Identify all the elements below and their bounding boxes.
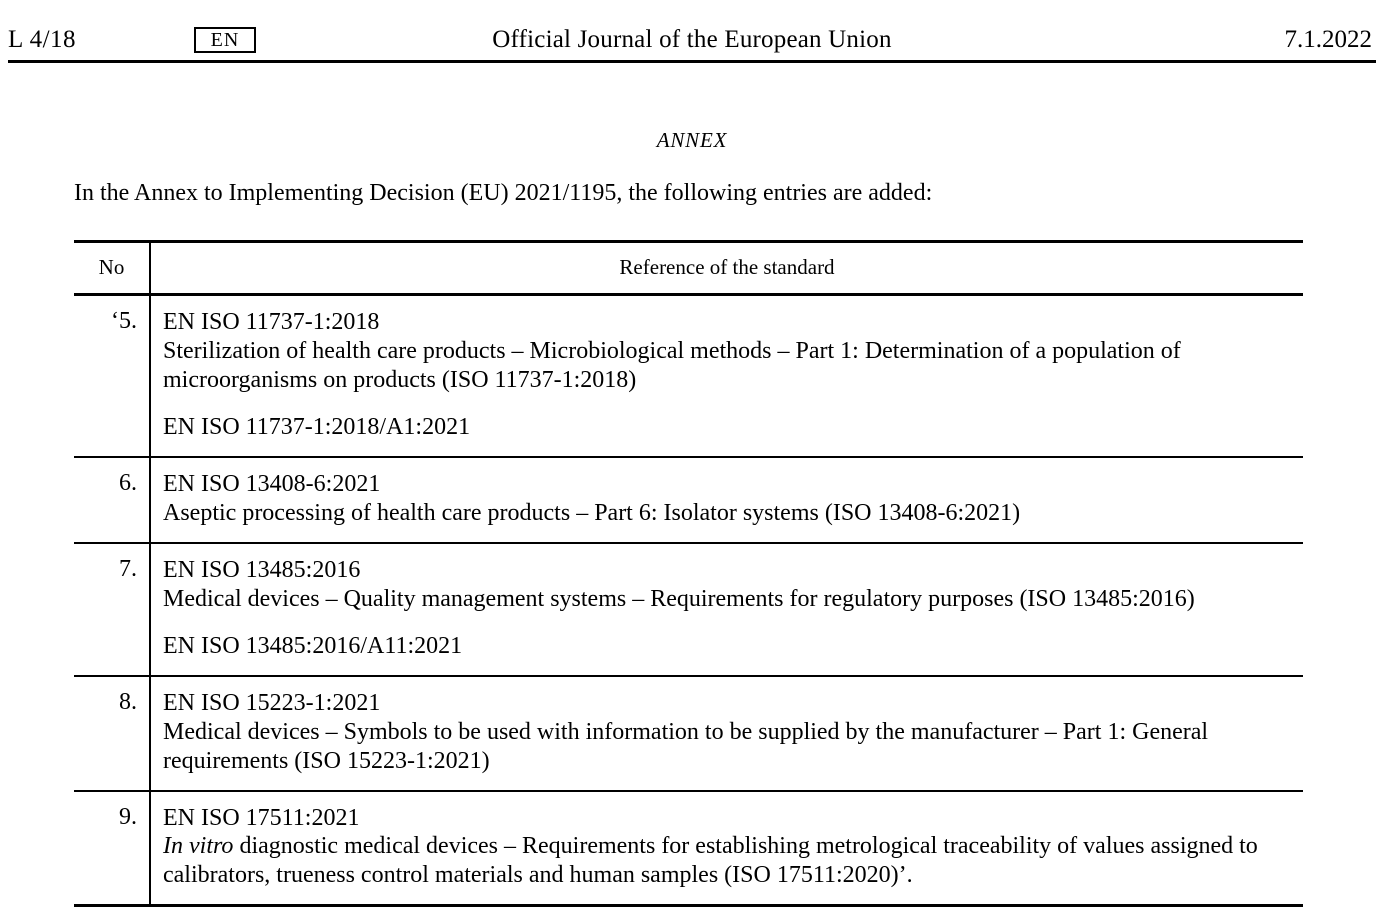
row-reference xyxy=(150,543,1303,676)
row-number: 6. xyxy=(74,457,150,543)
row-number: 7. xyxy=(74,543,150,676)
annex-title: ANNEX xyxy=(656,128,728,152)
row-reference xyxy=(150,676,1303,790)
publication-date: 7.1.2022 xyxy=(1284,26,1372,53)
annex-intro-text: In the Annex to Implementing Decision (EU) 2021/1195, the following entries are added: xyxy=(74,180,933,206)
reference-line: EN ISO 13408-6:2021 xyxy=(163,471,381,498)
table-header xyxy=(74,242,1303,295)
table-header-row xyxy=(74,242,1303,295)
italic-term: In vitro xyxy=(163,833,234,860)
reference-line: EN ISO 15223-1:2021 xyxy=(163,690,381,717)
table-body xyxy=(74,295,1303,906)
table-row xyxy=(74,457,1303,543)
publication-title: Official Journal of the European Union xyxy=(492,26,892,53)
table-row xyxy=(74,543,1303,676)
header-divider xyxy=(8,60,1376,63)
page-header xyxy=(0,0,1384,62)
reference-line: Aseptic processing of health care products – Part 6: Isolator systems (ISO 13408-6:2021) xyxy=(163,499,1021,526)
reference-line: Sterilization of health care products – Microbiological methods – Part 1: Determination of a population of microorganisms on products (ISO 11737-1:2018) xyxy=(163,337,1181,393)
reference-block xyxy=(163,413,1297,442)
reference-line: EN ISO 11737-1:2018 xyxy=(163,309,380,335)
reference-line: EN ISO 11737-1:2018/A1:2021 xyxy=(163,414,471,441)
row-reference xyxy=(150,457,1303,543)
reference-line: Medical devices – Quality management systems – Requirements for regulatory purposes (ISO 13485:2016) xyxy=(163,585,1195,612)
reference-block xyxy=(163,556,1297,614)
row-number: 8. xyxy=(74,676,150,790)
column-header-reference: Reference of the standard xyxy=(150,242,1303,295)
column-header-no: No xyxy=(74,242,150,295)
page-reference: L 4/18 xyxy=(8,26,77,53)
row-reference xyxy=(150,791,1303,906)
language-code-box: EN xyxy=(194,27,256,53)
row-number: 9. xyxy=(74,791,150,906)
row-reference xyxy=(150,295,1303,458)
table-row xyxy=(74,295,1303,458)
reference-block xyxy=(163,470,1297,528)
row-number: ‘5. xyxy=(74,295,150,458)
reference-line: EN ISO 17511:2021 xyxy=(163,804,360,831)
reference-block xyxy=(163,804,1297,890)
reference-block xyxy=(163,689,1297,775)
table-row xyxy=(74,676,1303,790)
standards-table xyxy=(74,240,1303,907)
reference-block xyxy=(163,308,1297,394)
reference-line: Medical devices – Symbols to be used with information to be supplied by the manufacturer – Part 1: General requirements (ISO 15223-1:2021) xyxy=(163,718,1209,774)
reference-line: In vitro diagnostic medical devices – Requirements for establishing metrological traceability of values assigned to calibrators, trueness control materials and human samples (ISO 17511:2020)’. xyxy=(163,833,1258,889)
reference-line: EN ISO 13485:2016/A11:2021 xyxy=(163,633,463,660)
reference-block xyxy=(163,632,1297,661)
table-row xyxy=(74,791,1303,906)
reference-line: EN ISO 13485:2016 xyxy=(163,556,361,583)
